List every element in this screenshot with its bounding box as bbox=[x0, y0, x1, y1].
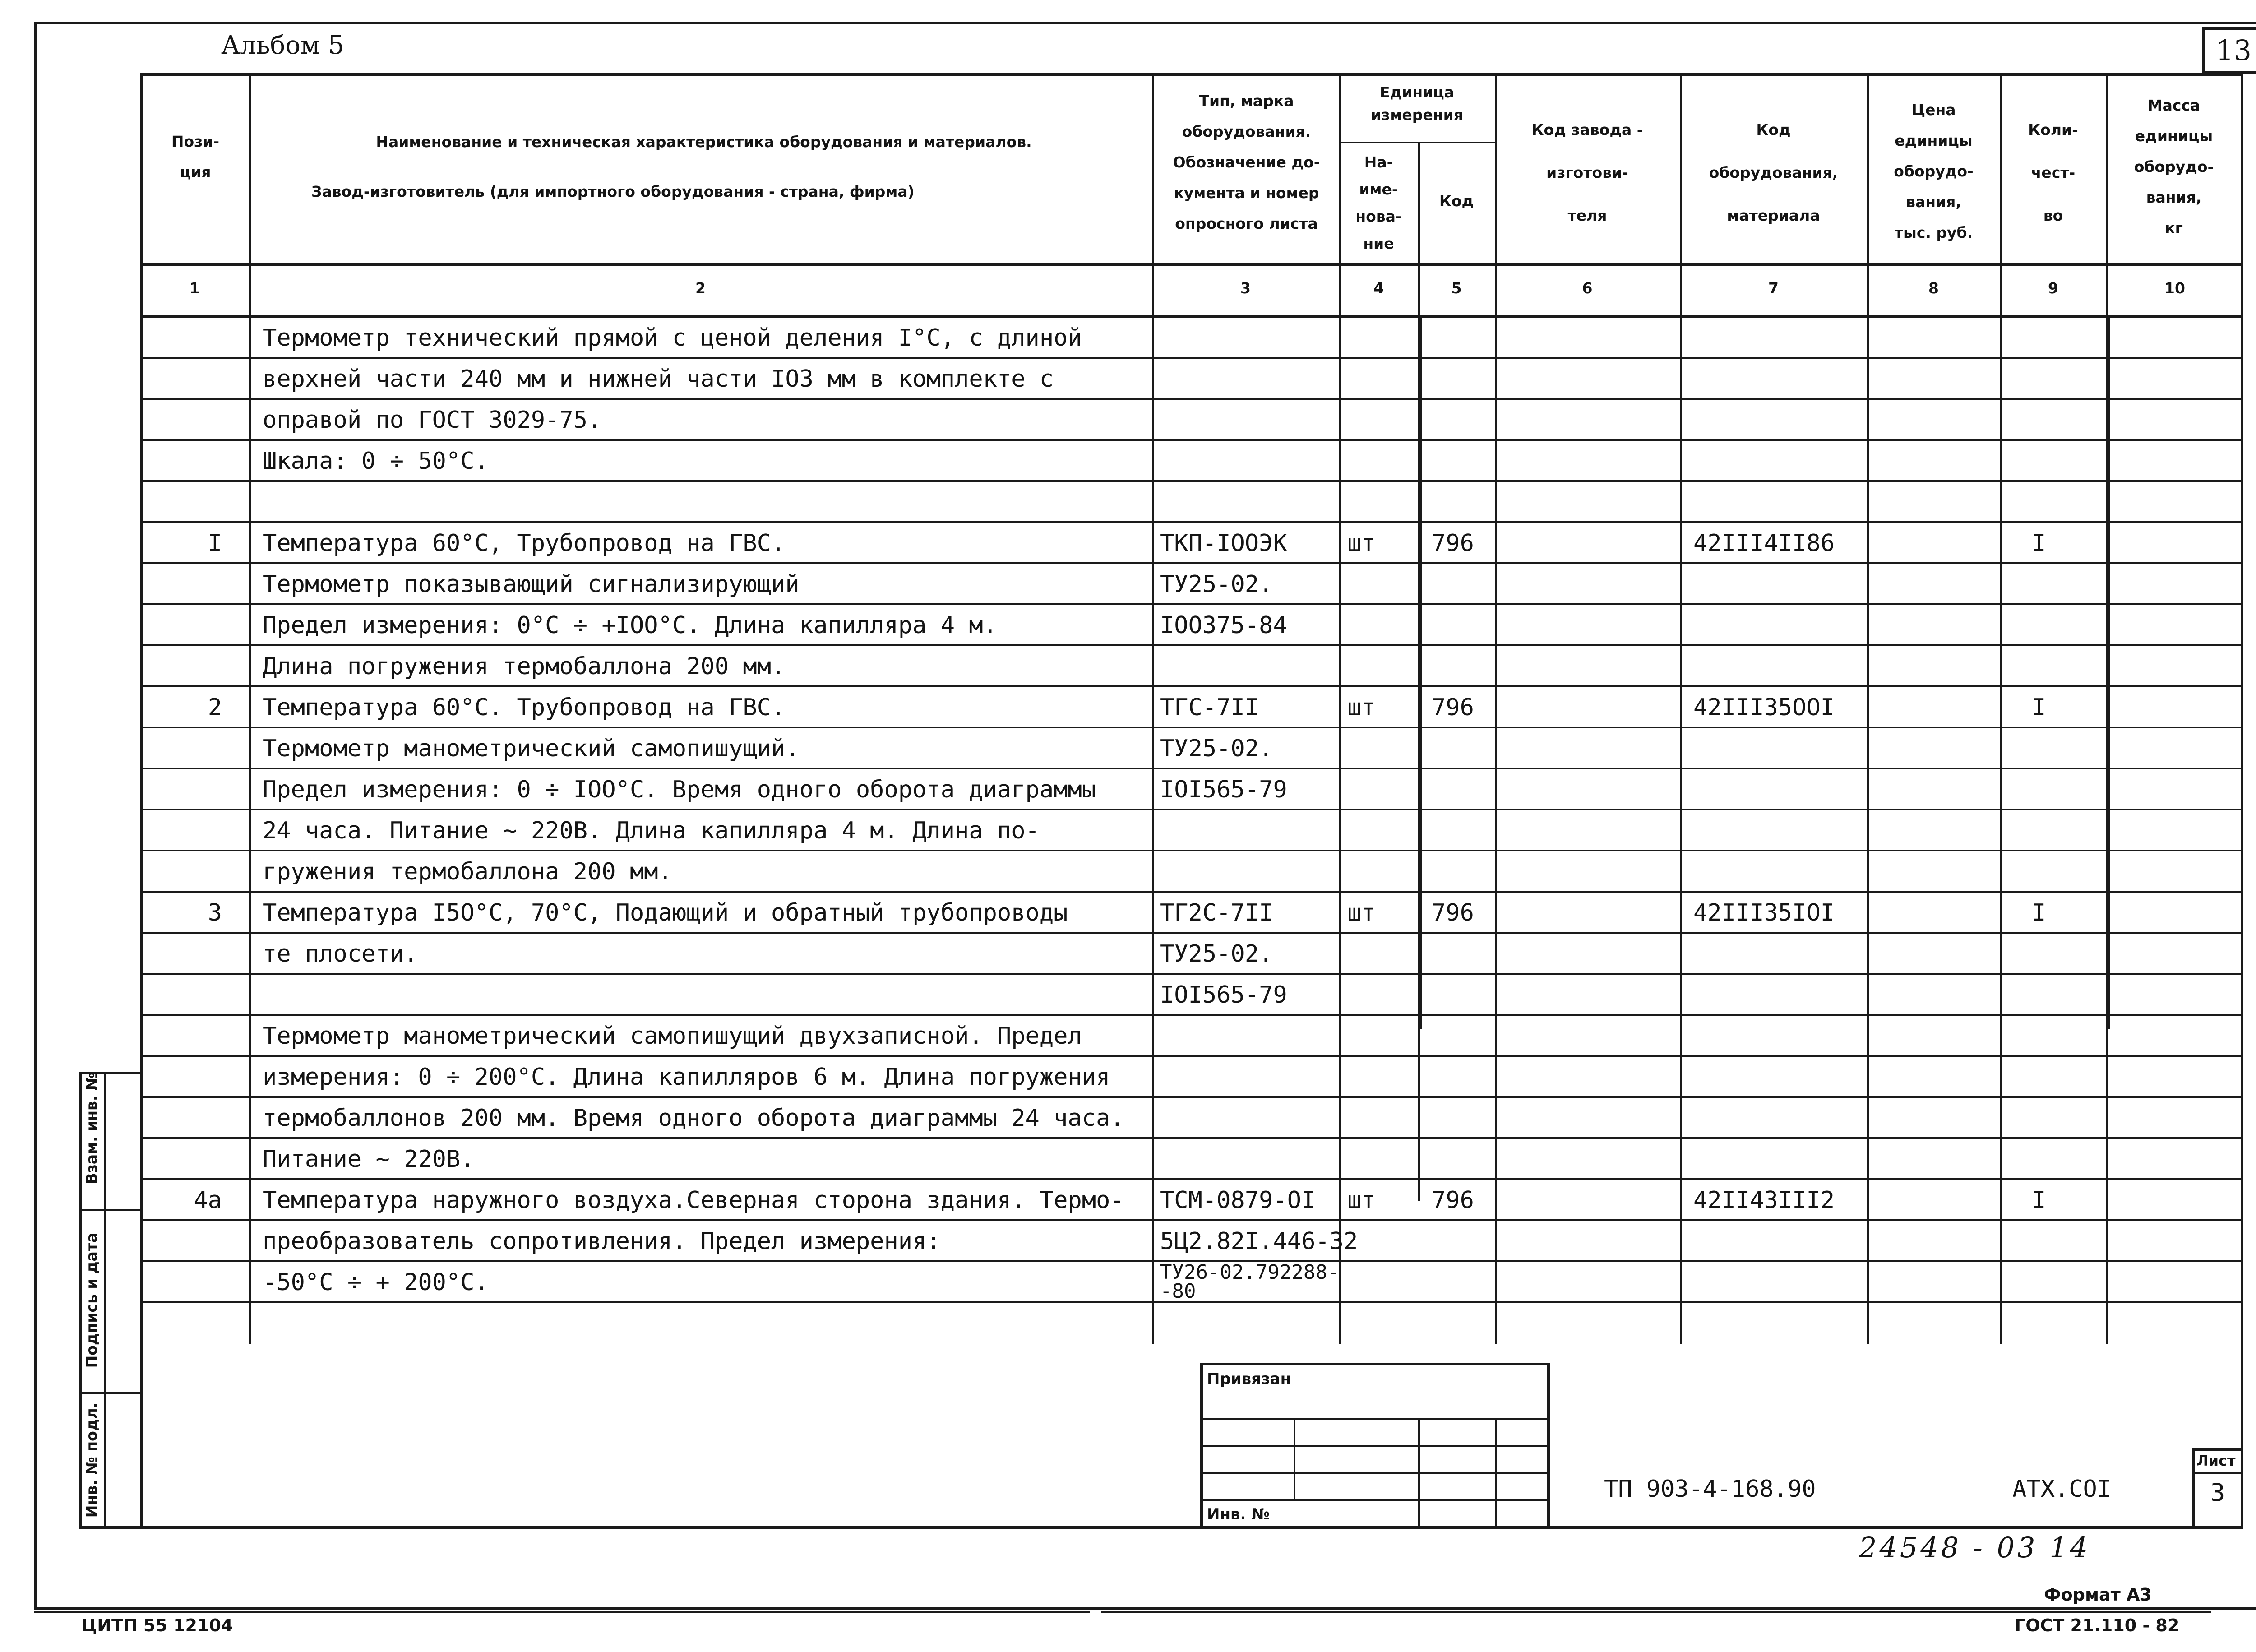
colnum-bottom-line bbox=[140, 315, 2243, 318]
column-line bbox=[1495, 73, 1497, 1344]
header-quantity: Коли- чест- во bbox=[2028, 121, 2078, 224]
stamp-line-1 bbox=[1200, 1418, 1550, 1420]
album-label: Альбом 5 bbox=[221, 31, 344, 60]
description-cell: 24 часа. Питание ~ 220В. Длина капилляра 4 м. Длина по- bbox=[263, 817, 1040, 844]
type-cell: 5Ц2.82I.446-32 bbox=[1160, 1228, 1358, 1255]
side-label-inv: Инв. № подл. bbox=[83, 1402, 101, 1518]
unit-code-cell: 796 bbox=[1432, 899, 1474, 926]
type-cell: IOI565-79 bbox=[1160, 981, 1287, 1009]
stamp-line-3 bbox=[1200, 1472, 1550, 1474]
privyazan-label: Привязан bbox=[1207, 1370, 1291, 1388]
type-cell: ТГС-7II bbox=[1160, 694, 1259, 721]
unit-code-cell: 796 bbox=[1432, 1187, 1474, 1214]
side-label-vzam: Взам. инв. № bbox=[83, 1072, 101, 1185]
header-unit-name: На- име- нова- ние bbox=[1355, 153, 1402, 252]
header-unit-code: Код bbox=[1439, 192, 1474, 210]
description-cell: измерения: 0 ÷ 200°С. Длина капилляров 6 м. Длина погружения bbox=[263, 1064, 1110, 1091]
document-code: АТХ.СОI bbox=[2012, 1476, 2112, 1503]
type-cell: ТУ25-02. bbox=[1160, 940, 1273, 967]
description-cell: верхней части 240 мм и нижней части IO3 мм в комплекте с bbox=[263, 366, 1054, 393]
type-cell: -80 bbox=[1160, 1280, 1196, 1303]
sheet-number: 3 bbox=[2210, 1478, 2225, 1507]
sheet-label: Лист bbox=[2196, 1452, 2236, 1469]
column-number: 9 bbox=[2048, 279, 2058, 297]
sheet-box-divider bbox=[2192, 1472, 2243, 1474]
quantity-cell: I bbox=[2032, 899, 2046, 926]
column-number: 2 bbox=[695, 279, 706, 297]
unit-header-divider bbox=[1339, 142, 1495, 143]
format-label: Формат А3 bbox=[2044, 1585, 2152, 1605]
type-cell: ТУ25-02. bbox=[1160, 735, 1273, 762]
header-bottom-line bbox=[140, 263, 2243, 266]
type-cell: ТУ26-02.792288- bbox=[1160, 1261, 1340, 1284]
position-cell: 3 bbox=[208, 899, 222, 926]
quantity-cell: I bbox=[2032, 694, 2046, 721]
description-cell: Термометр манометрический самопишущий. bbox=[263, 735, 800, 762]
designation: ТП 903-4-168.90 bbox=[1604, 1476, 1816, 1503]
column-number: 7 bbox=[1768, 279, 1779, 297]
column-number: 5 bbox=[1451, 279, 1462, 297]
description-cell: Температура 60°С, Трубопровод на ГВС. bbox=[263, 530, 786, 557]
description-cell: Температура 60°С. Трубопровод на ГВС. bbox=[263, 694, 786, 721]
inv-no-label: Инв. № bbox=[1207, 1505, 1270, 1523]
type-cell: ТСМ-0879-OI bbox=[1160, 1187, 1316, 1214]
position-cell: I bbox=[208, 530, 222, 557]
unit-code-cell: 796 bbox=[1432, 530, 1474, 557]
description-cell: Питание ~ 220В. bbox=[263, 1146, 475, 1173]
stamp-line-4 bbox=[1200, 1499, 1550, 1501]
header-mass: Масса единицы оборудо- вания, кг bbox=[2134, 97, 2214, 237]
column-line bbox=[1680, 73, 1682, 1344]
type-cell: ТГ2С-7II bbox=[1160, 899, 1273, 926]
equipment-code-cell: 42II43III2 bbox=[1693, 1187, 1835, 1214]
header-unit: Единица измерения bbox=[1371, 83, 1463, 124]
column-line bbox=[249, 73, 251, 1344]
description-cell: Предел измерения: 0°С ÷ +IOO°С. Длина капилляра 4 м. bbox=[263, 612, 997, 639]
stamp-line-2 bbox=[1200, 1445, 1550, 1447]
stamp-vline-2 bbox=[1418, 1418, 1420, 1529]
description-cell: преобразователь сопротивления. Предел измерения: bbox=[263, 1228, 941, 1255]
column-number: 8 bbox=[1928, 279, 1939, 297]
column-line bbox=[1418, 315, 1422, 1029]
equipment-code-cell: 42III35IOI bbox=[1693, 899, 1835, 926]
unit-name-cell: шт bbox=[1347, 1187, 1376, 1214]
column-line bbox=[2000, 73, 2002, 1344]
header-equipment-code: Код оборудования, материала bbox=[1709, 121, 1838, 224]
header-position: Пози- ция bbox=[171, 133, 220, 181]
side-strip-line-2 bbox=[79, 1392, 143, 1394]
unit-name-cell: шт bbox=[1347, 530, 1376, 557]
page-number: 13 bbox=[2216, 34, 2251, 67]
description-cell: Температура наружного воздуха.Северная сторона здания. Термо- bbox=[263, 1187, 1124, 1214]
unit-name-cell: шт bbox=[1347, 899, 1376, 926]
side-strip-divider bbox=[104, 1072, 106, 1529]
description-cell: Термометр показывающий сигнализирующий bbox=[263, 571, 800, 598]
column-line bbox=[1867, 73, 1869, 1344]
quantity-cell: I bbox=[2032, 1187, 2046, 1214]
description-cell: гружения термобаллона 200 мм. bbox=[263, 858, 672, 885]
header-name: Наименование и техническая характеристика оборудования и материалов. Завод-изготовитель (для импортного оборудования - страна, фирма) bbox=[311, 133, 1032, 200]
footer-right-line bbox=[1101, 1611, 2211, 1613]
header-type: Тип, марка оборудования. Обозначение до- кумента и номер опросного листа bbox=[1173, 92, 1320, 232]
type-cell: ТКП-IOOЭК bbox=[1160, 530, 1287, 557]
type-cell: ТУ25-02. bbox=[1160, 571, 1273, 598]
description-cell: Термометр манометрический самопишущий двухзаписной. Предел bbox=[263, 1023, 1082, 1050]
side-strip-line-1 bbox=[79, 1209, 143, 1211]
stamp-vline-3 bbox=[1495, 1418, 1497, 1529]
footer-gost: ГОСТ 21.110 - 82 bbox=[2015, 1615, 2180, 1635]
column-line bbox=[1152, 73, 1154, 1344]
column-number: 10 bbox=[2164, 279, 2185, 297]
unit-code-cell: 796 bbox=[1432, 694, 1474, 721]
column-number: 6 bbox=[1582, 279, 1593, 297]
description-cell: те плосети. bbox=[263, 940, 418, 967]
footer-left-line bbox=[34, 1611, 1090, 1613]
description-cell: оправой по ГОСТ 3029-75. bbox=[263, 407, 602, 434]
handwritten-number: 24548 - 03 14 bbox=[1859, 1531, 2091, 1564]
unit-name-cell: шт bbox=[1347, 694, 1376, 721]
description-cell: -50°С ÷ + 200°С. bbox=[263, 1269, 489, 1296]
description-cell: Температура I5O°С, 70°С, Подающий и обратный трубопроводы bbox=[263, 899, 1068, 926]
description-cell: Шкала: 0 ÷ 50°С. bbox=[263, 448, 489, 475]
column-number: 4 bbox=[1373, 279, 1384, 297]
type-cell: IOO375-84 bbox=[1160, 612, 1287, 639]
equipment-code-cell: 42III4II86 bbox=[1693, 530, 1835, 557]
footer-left-code: ЦИТП 55 12104 bbox=[81, 1615, 233, 1635]
header-maker-code: Код завода - изготови- теля bbox=[1531, 121, 1643, 224]
header-price: Цена единицы оборудо- вания, тыс. руб. bbox=[1894, 101, 1974, 241]
description-cell: термобаллонов 200 мм. Время одного оборота диаграммы 24 часа. bbox=[263, 1105, 1124, 1132]
side-label-podpis: Подпись и дата bbox=[83, 1232, 101, 1368]
description-cell: Термометр технический прямой с ценой деления I°С, с длиной bbox=[263, 324, 1082, 352]
type-cell: IOI565-79 bbox=[1160, 776, 1287, 803]
position-cell: 4а bbox=[194, 1187, 222, 1214]
position-cell: 2 bbox=[208, 694, 222, 721]
stamp-vline-1 bbox=[1294, 1418, 1295, 1499]
description-cell: Предел измерения: 0 ÷ IOO°С. Время одного оборота диаграммы bbox=[263, 776, 1096, 803]
equipment-code-cell: 42III35OOI bbox=[1693, 694, 1835, 721]
column-number: 3 bbox=[1240, 279, 1251, 297]
column-line bbox=[2106, 315, 2110, 1029]
column-number: 1 bbox=[189, 279, 200, 297]
description-cell: Длина погружения термобаллона 200 мм. bbox=[263, 653, 786, 680]
quantity-cell: I bbox=[2032, 530, 2046, 557]
